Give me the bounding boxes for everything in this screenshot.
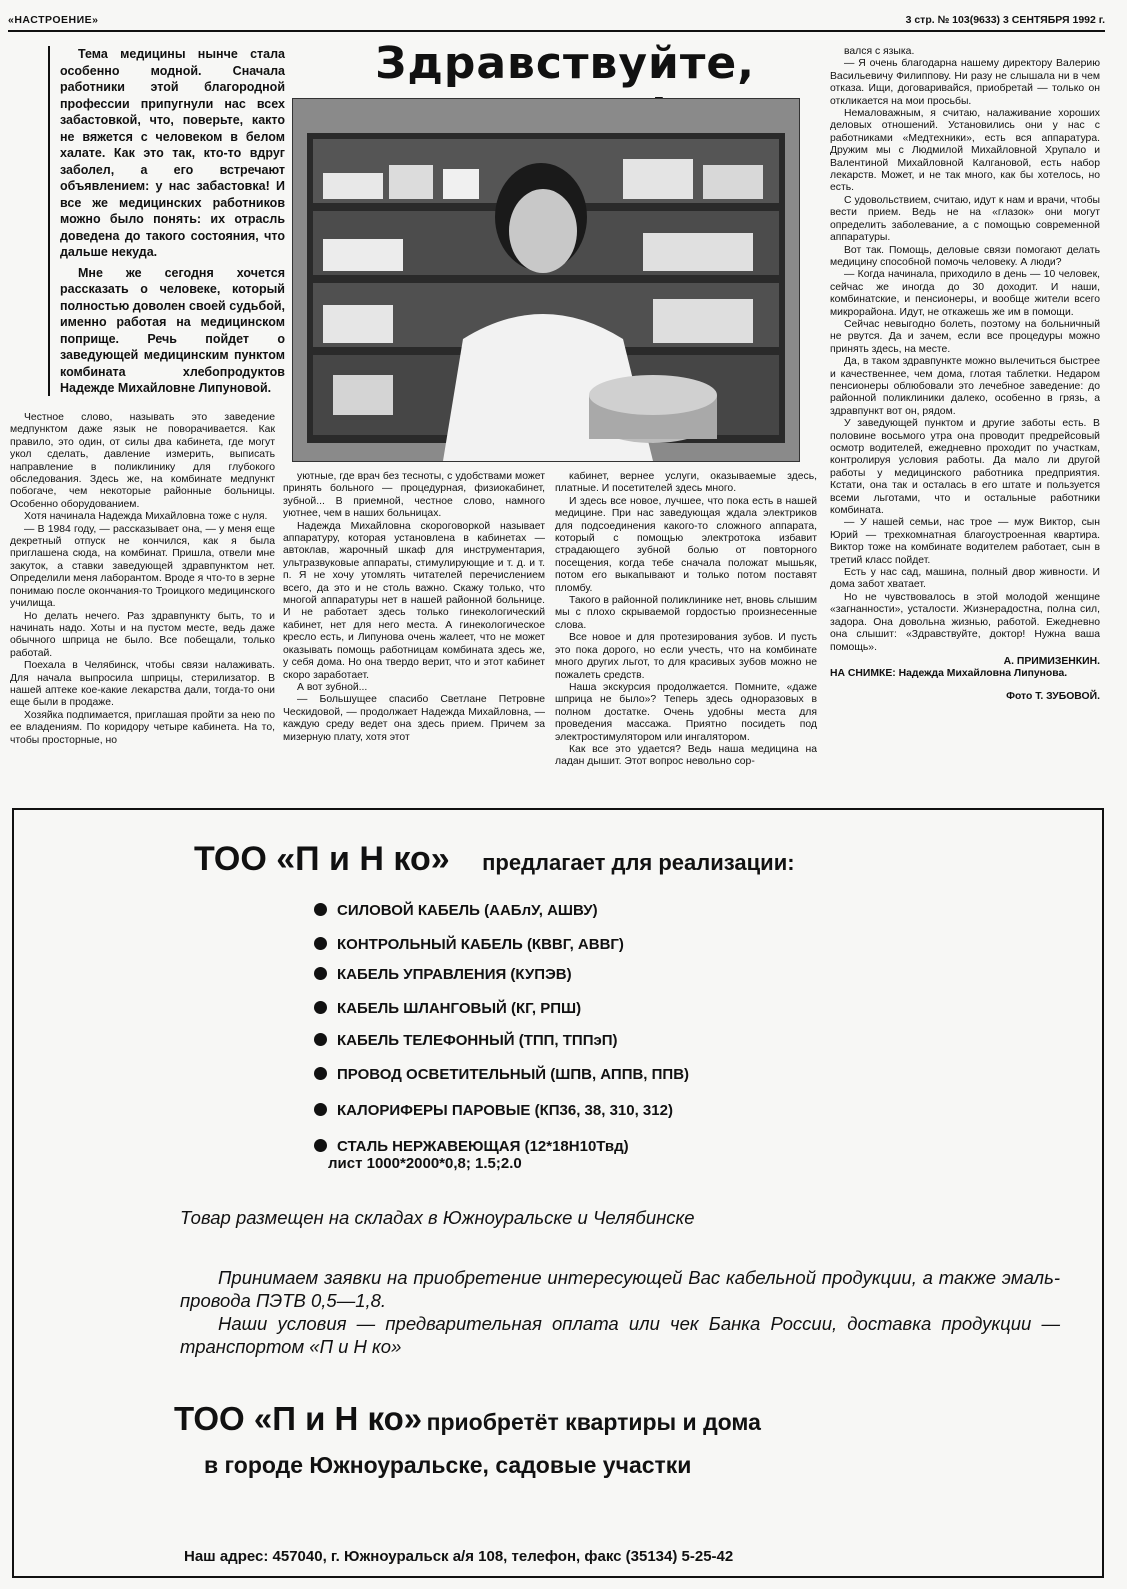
article-paragraph: Сейчас невыгодно болеть, поэтому на больничный не рвутся. Да и зачем, если все процедуры можно принять здесь, на месте.	[830, 318, 1100, 355]
article-paragraph: Наша экскурсия продолжается. Помните, «даже шприца не было»? Теперь здесь одноразовых в полном достатке. Очень удобны места для проведения массажа. Приятно посидеть под электростимулятором или ингалятором.	[555, 681, 817, 743]
article-lead	[48, 46, 285, 396]
lead-paragraph: Тема медицины нынче стала особенно модной. Сначала работники этой благородной профессии припугнули нас всех забастовкой, что, поверьте, както не вяжется с человеком в белом халате. Как это так, кто-то вдруг заболел, а его встречают объявлением: у нас забастовка! И все же медицинских работников можно было понять: их отрасль доведена до такого состояния, что дальше некуда.	[60, 47, 285, 259]
article-paragraph: — Я очень благодарна нашему директору Валерию Васильевичу Филиппову. Ни разу не слышала ни в чем отказа. Ищи, договаривайся, приобретай — только он откликается на мои просьбы.	[830, 58, 1100, 107]
bullet-icon	[314, 1067, 327, 1080]
photo-credit: Фото Т. ЗУБОВОЙ.	[1006, 690, 1100, 702]
article-column-1	[10, 412, 275, 772]
ad-heading	[194, 840, 795, 879]
ad-orders-paragraph: Принимаем заявки на приобретение интересующей Вас кабельной продукции, а также эмаль-провода ПЭТВ 0,5—1,8.	[180, 1267, 1060, 1311]
article-author: А. ПРИМИЗЕНКИН.	[1003, 655, 1100, 667]
product-name: КОНТРОЛЬНЫЙ КАБЕЛЬ (КВВГ, АВВГ)	[337, 936, 624, 953]
photo-caption: НА СНИМКЕ: Надежда Михайловна Липунова.	[830, 668, 1068, 680]
article-paragraph: Но не чувствовалось в этой молодой женщине «загнанности», усталости. Жизнерадостна, полна сил, задора. Она довольна жизнью, работой. Ежедневно она слышит: «Здравствуйте, доктор! Нужна ваша помощь».	[830, 591, 1100, 653]
issue-info: 3 стр. № 103(9633) 3 СЕНТЯБРЯ 1992 г.	[905, 14, 1105, 26]
article-paragraph: Есть у нас сад, машина, полный двор живности. И дома забот хватает.	[830, 567, 1100, 591]
article-paragraph: — В 1984 году, — рассказывает она, — у меня еще декретный отпуск не кончился, как я была приглашена сюда, на комбинат. Пришла, отвели мне закуток, а ставки заведующей здравпунктом нет. Определили меня лаборантом. Вроде я что-то в зерне понимаю после окончания-то Троицкого медицинского училища.	[10, 523, 275, 610]
product-name: КАБЕЛЬ УПРАВЛЕНИЯ (КУПЭВ)	[337, 966, 572, 983]
photo-illustration	[293, 99, 799, 461]
bullet-icon	[314, 937, 327, 950]
lead-paragraph: Мне же сегодня хочется рассказать о человеке, который полностью доволен своей судьбой, именно работая на медицинском поприще. Речь пойдет о заведующей медицинским пунктом комбината хлебопродуктов Надежде Михайловне Липуновой.	[60, 265, 285, 395]
product-name: ПРОВОД ОСВЕТИТЕЛЬНЫЙ (ШПВ, АППВ, ППВ)	[337, 1066, 690, 1083]
product-name: СТАЛЬ НЕРЖАВЕЮЩАЯ (12*18Н10Твд)	[337, 1138, 629, 1155]
article-paragraph: Надежда Михайловна скороговоркой называет аппаратуру, которая установлена в кабинетах — автоклав, жарочный шкаф для инструментария, ультразвуковые аппараты, стимулирующие и т. д. и т. п. Я не хочу утомлять читателей перечислением всего, да это и не столь важно. Скажу только, что многой аппаратуры нет в нашей районной больнице. И не работает здесь только гинекологический кабинет, нет для него места. А гинекологическое кресло есть, и Липунова очень жалеет, что не может оказывать помощь работницам комбината здесь же, у себя дома. Но она твердо верит, что и этот кабинет скоро заработает.	[283, 520, 545, 681]
article-paragraph: уютные, где врач без тесноты, с удобствами может принять больного — процедурная, физиокабинет, зубной... В приемной, честное слово, намного уютнее, чем в наших больницах.	[283, 471, 545, 520]
article-paragraph: Поехала в Челябинск, чтобы связи налаживать. Для начала выпросила шприцы, стерилизатор. В нашей аптеке кое-какие лекарства дали, тогда-то они еще были в продаже.	[10, 660, 275, 709]
article-column-3	[555, 471, 817, 776]
list-item	[314, 936, 624, 953]
list-item	[314, 1032, 618, 1049]
ad-warehouse-text: Товар размещен на складах в Южноуральске и Челябинске	[180, 1207, 695, 1228]
article-paragraph: А вот зубной...	[297, 681, 368, 693]
article-paragraph: кабинет, вернее услуги, оказываемые здесь, платные. И посетителей здесь много.	[555, 471, 817, 495]
article-paragraph: И здесь все новое, лучшее, что пока есть в нашей медицине. При нас заведующая ждала электриков для подсоединения какого-то сложного аппарата, который с помощью электротока избавит страдающего зубной болью от повторного посещения, когда тебе сначала положат мышьяк, потом его выкапывают и только потом поставят пломбу.	[555, 495, 817, 594]
ad-address: Наш адрес: 457040, г. Южноуральск а/я 108, телефон, факс (35134) 5-25-42	[184, 1548, 734, 1565]
article-paragraph: вался с языка.	[844, 46, 915, 57]
list-item	[314, 966, 572, 983]
bullet-icon	[314, 967, 327, 980]
list-item	[314, 1102, 673, 1119]
article-photo	[292, 98, 800, 462]
article-paragraph: — У нашей семьи, нас трое — муж Виктор, сын Юрий — трехкомнатная благоустроенная квартира. Виктор тоже на комбинате водителем работает, сын в третий класс пойдет.	[830, 517, 1100, 566]
ad-terms-paragraph: Наши условия — предварительная оплата или чек Банка России, доставка продукции — транспортом «П и Н ко»	[180, 1313, 1060, 1357]
product-name: СИЛОВОЙ КАБЕЛЬ (ААБлУ, АШВУ)	[337, 902, 598, 919]
ad-purchase-block	[174, 1400, 1054, 1479]
article-paragraph: — Когда начинала, приходило в день — 10 человек, сейчас же иногда до 30 доходит. И наши, комбинатские, и пенсионеры, и вообще жители всего микрорайона. Идут, не откажешь же им в помощи.	[830, 269, 1100, 318]
bullet-icon	[314, 1033, 327, 1046]
article-paragraph: Все новое и для протезирования зубов. И пусть это пока дорого, но если учесть, что на комбинате много других льгот, то для красивых зубов можно не пожалеть средств.	[555, 632, 817, 681]
bullet-icon	[314, 903, 327, 916]
ad-purchase-text: приобретёт квартиры и дома	[426, 1409, 761, 1435]
ad-purchase-text: в городе Южноуральске, садовые участки	[204, 1452, 692, 1478]
article-paragraph: Хотя начинала Надежда Михайловна тоже с нуля.	[24, 511, 268, 523]
article-paragraph: Немаловажным, я считаю, налаживание хороших деловых отношений. Установились они у нас с работниками «Медтехники», есть вся аппаратура. Дружим мы с Людмилой Михайловной Хрупало и Валентиной Михайловной Калгановой, есть набор лекарств. Может, и не так много, как бы хотелось, но есть.	[830, 108, 1100, 194]
advertisement-block	[12, 808, 1104, 1578]
list-item	[314, 902, 598, 919]
ad-firm-name: ТОО «П и Н ко»	[194, 840, 450, 878]
newspaper-header	[8, 14, 1105, 32]
ad-firm-name: ТОО «П и Н ко»	[174, 1400, 423, 1437]
list-item	[314, 1066, 689, 1083]
article-paragraph: Такого в районной поликлинике нет, вновь слышим мы с плохо скрываемой гордостью произнесенные слова.	[555, 595, 817, 631]
ad-orders-text	[180, 1266, 1060, 1358]
product-spec: лист 1000*2000*0,8; 1.5;2.0	[328, 1155, 522, 1172]
article-paragraph: Честное слово, называть это заведение медпунктом даже язык не поворачивается. Как правило, это один, от силы два кабинета, где могут укол сделать, давление измерить, выписать направление в поликлинику для глубокого обследования. Здесь же, на комбинате медпункт побогаче, чем некоторые районные больницы. Особенно оборудованием.	[10, 412, 275, 510]
article-paragraph: Да, в таком здравпункте можно вылечиться быстрее и качественнее, чем дома, глотая таблетки. Недаром пенсионеры облюбовали это лечебное заведение: до районной поликлиники далеко, особенно в грязь, а здравпункт вот он, рядом.	[830, 356, 1100, 417]
article-title: Здравствуйте,	[375, 38, 755, 89]
product-name: КАБЕЛЬ ШЛАНГОВЫЙ (КГ, РПШ)	[337, 1000, 582, 1017]
section-name: «НАСТРОЕНИЕ»	[8, 14, 99, 26]
article-column-4	[830, 46, 1100, 776]
bullet-icon	[314, 1001, 327, 1014]
ad-offer-text: предлагает для реализации:	[482, 850, 795, 875]
article-column-2	[283, 471, 545, 771]
article-paragraph: — Большущее спасибо Светлане Петровне Ческидовой, — продолжает Надежда Михайловна, — каждую среду ведет она здесь прием. Причем за мизерную плату, хотя этот	[283, 694, 545, 743]
article-paragraph: Но делать нечего. Раз здравпункту быть, то и начинать надо. Хоты и на пустом месте, ведь даже обычного шприца не было. Все побещали, только работай.	[10, 610, 275, 659]
list-item	[314, 1138, 629, 1172]
ad-purchase-line	[174, 1400, 1054, 1438]
list-item	[314, 1000, 581, 1017]
product-name: КАБЕЛЬ ТЕЛЕФОННЫЙ (ТПП, ТППэП)	[337, 1032, 618, 1049]
article-paragraph: Вот так. Помощь, деловые связи помогают делать медицину способной помочь человеку. А люди?	[830, 244, 1100, 268]
bullet-icon	[314, 1103, 327, 1116]
bullet-icon	[314, 1139, 327, 1152]
product-name: КАЛОРИФЕРЫ ПАРОВЫЕ (КП36, 38, 310, 312)	[337, 1102, 673, 1119]
article-paragraph: У заведующей пунктом и другие заботы есть. В половине восьмого утра она проводит предрейсовый осмотр водителей, ежедневно проходит по участкам, контролируя условия работы. Да мало ли другой работы у медицинского работника предприятия. Кстати, она так и осталась в его штате и пользуется всеми льготами, что и остальные работники комбината.	[830, 418, 1100, 517]
article-paragraph: Хозяйка подпимается, приглашая пройти за нею по ее владениям. По коридору четыре кабинета. На то, чтобы просторные, но	[10, 709, 275, 746]
article-paragraph: Как все это удается? Ведь наша медицина на ладан дышит. Этот вопрос невольно сор-	[555, 743, 817, 768]
article-paragraph: С удовольствием, считаю, идут к нам и врачи, чтобы вести прием. Ведь не на «глазок» они могут определить заболевание, а с помощью современной аппаратуры.	[830, 194, 1100, 244]
